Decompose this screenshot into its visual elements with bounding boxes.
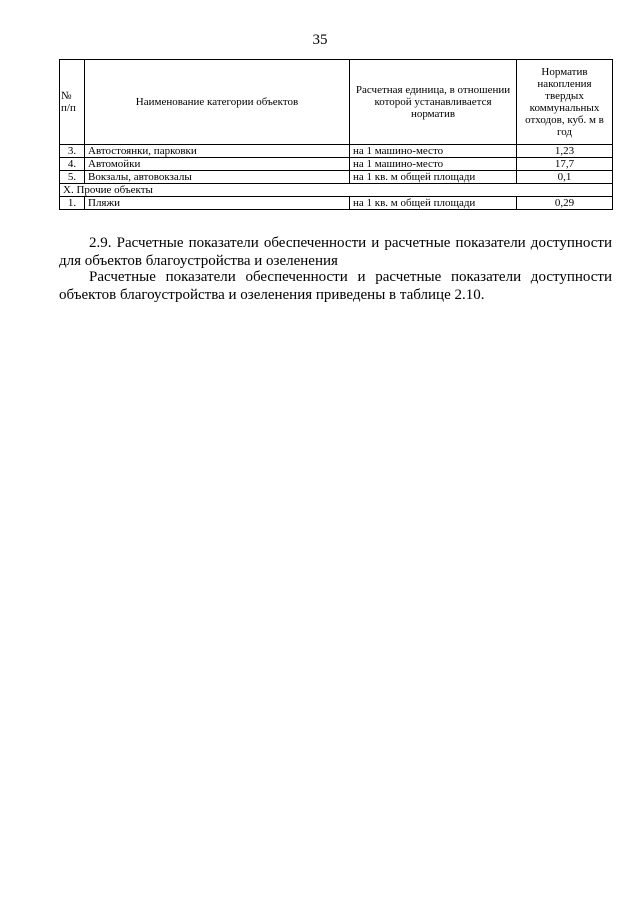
header-num: № п/п xyxy=(60,60,85,145)
row-unit: на 1 машино-место xyxy=(350,158,517,171)
table-row xyxy=(60,171,613,184)
table-header-row xyxy=(60,60,613,145)
table-row xyxy=(60,158,613,171)
row-unit: на 1 кв. м общей площади xyxy=(350,197,517,210)
row-category-name: Пляжи xyxy=(85,197,350,210)
header-unit: Расчетная единица, в отношении которой устанавливается норматив xyxy=(350,60,517,145)
row-category-name: Автомойки xyxy=(85,158,350,171)
row-norm-value: 1,23 xyxy=(517,145,613,158)
row-norm-value: 0,1 xyxy=(517,171,613,184)
row-unit: на 1 машино-место xyxy=(350,145,517,158)
table-row xyxy=(60,197,613,210)
body-paragraph: Расчетные показатели обеспеченности и расчетные показатели доступности объектов благоустройства и озеленения приведены в таблице 2.10. xyxy=(59,269,612,303)
row-category-name: Вокзалы, автовокзалы xyxy=(85,171,350,184)
row-num: 4. xyxy=(60,158,85,171)
section-heading-paragraph: 2.9. Расчетные показатели обеспеченности и расчетные показатели доступности для объектов благоустройства и озеленения xyxy=(59,235,612,269)
row-norm-value: 0,29 xyxy=(517,197,613,210)
row-category-name: Автостоянки, парковки xyxy=(85,145,350,158)
table-row xyxy=(60,145,613,158)
row-num: 1. xyxy=(60,197,85,210)
header-category-name: Наименование категории объектов xyxy=(85,60,350,145)
row-unit: на 1 кв. м общей площади xyxy=(350,171,517,184)
row-num: 3. xyxy=(60,145,85,158)
row-norm-value: 17,7 xyxy=(517,158,613,171)
page-number: 35 xyxy=(312,32,328,48)
waste-norms-table xyxy=(59,59,613,210)
header-norm: Норматив накопления твердых коммунальных отходов, куб. м в год xyxy=(517,60,613,145)
table-section-row xyxy=(60,184,613,197)
row-num: 5. xyxy=(60,171,85,184)
section-title: X. Прочие объекты xyxy=(60,184,613,197)
